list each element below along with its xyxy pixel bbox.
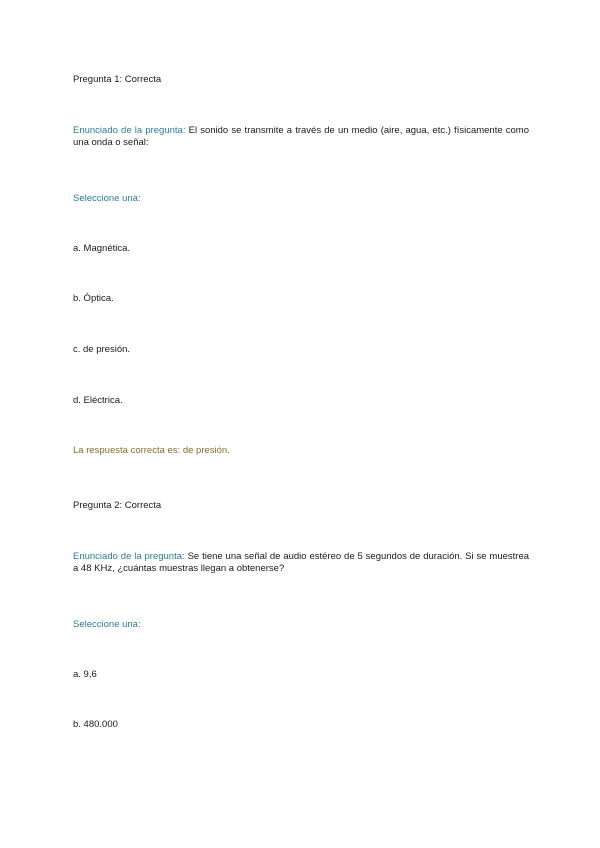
question-1-option-d: d. Eléctrica.: [73, 395, 123, 406]
question-2-option-b: b. 480.000: [73, 719, 118, 730]
question-1-correct-answer: La respuesta correcta es: de presión.: [73, 445, 230, 456]
question-1-header: Pregunta 1: Correcta: [73, 74, 162, 85]
statement-label: Enunciado de la pregunta:: [73, 551, 185, 562]
statement-text: El sonido se transmite a través de un medio (aire, agua, etc.) físicamente como una onda o señal:: [73, 125, 530, 148]
question-1-option-a: a. Magnética.: [73, 243, 131, 254]
question-2-option-a: a. 9,6: [73, 669, 97, 680]
statement-text: Se tiene una señal de audio estéreo de 5 segundos de duración. Si se muestrea a 48 KHz, ¿cuántas muestras llegan a obtenerse?: [73, 551, 530, 574]
question-1-select-label: Seleccione una:: [73, 193, 141, 204]
question-1-option-b: b. Óptica.: [73, 293, 114, 304]
question-2-select-label: Seleccione una:: [73, 619, 141, 630]
question-1-option-c: c. de presión.: [73, 344, 131, 355]
question-2-header: Pregunta 2: Correcta: [73, 500, 162, 511]
statement-label: Enunciado de la pregunta:: [73, 125, 186, 136]
question-1-statement: [73, 125, 529, 149]
question-2-statement: [73, 551, 529, 575]
